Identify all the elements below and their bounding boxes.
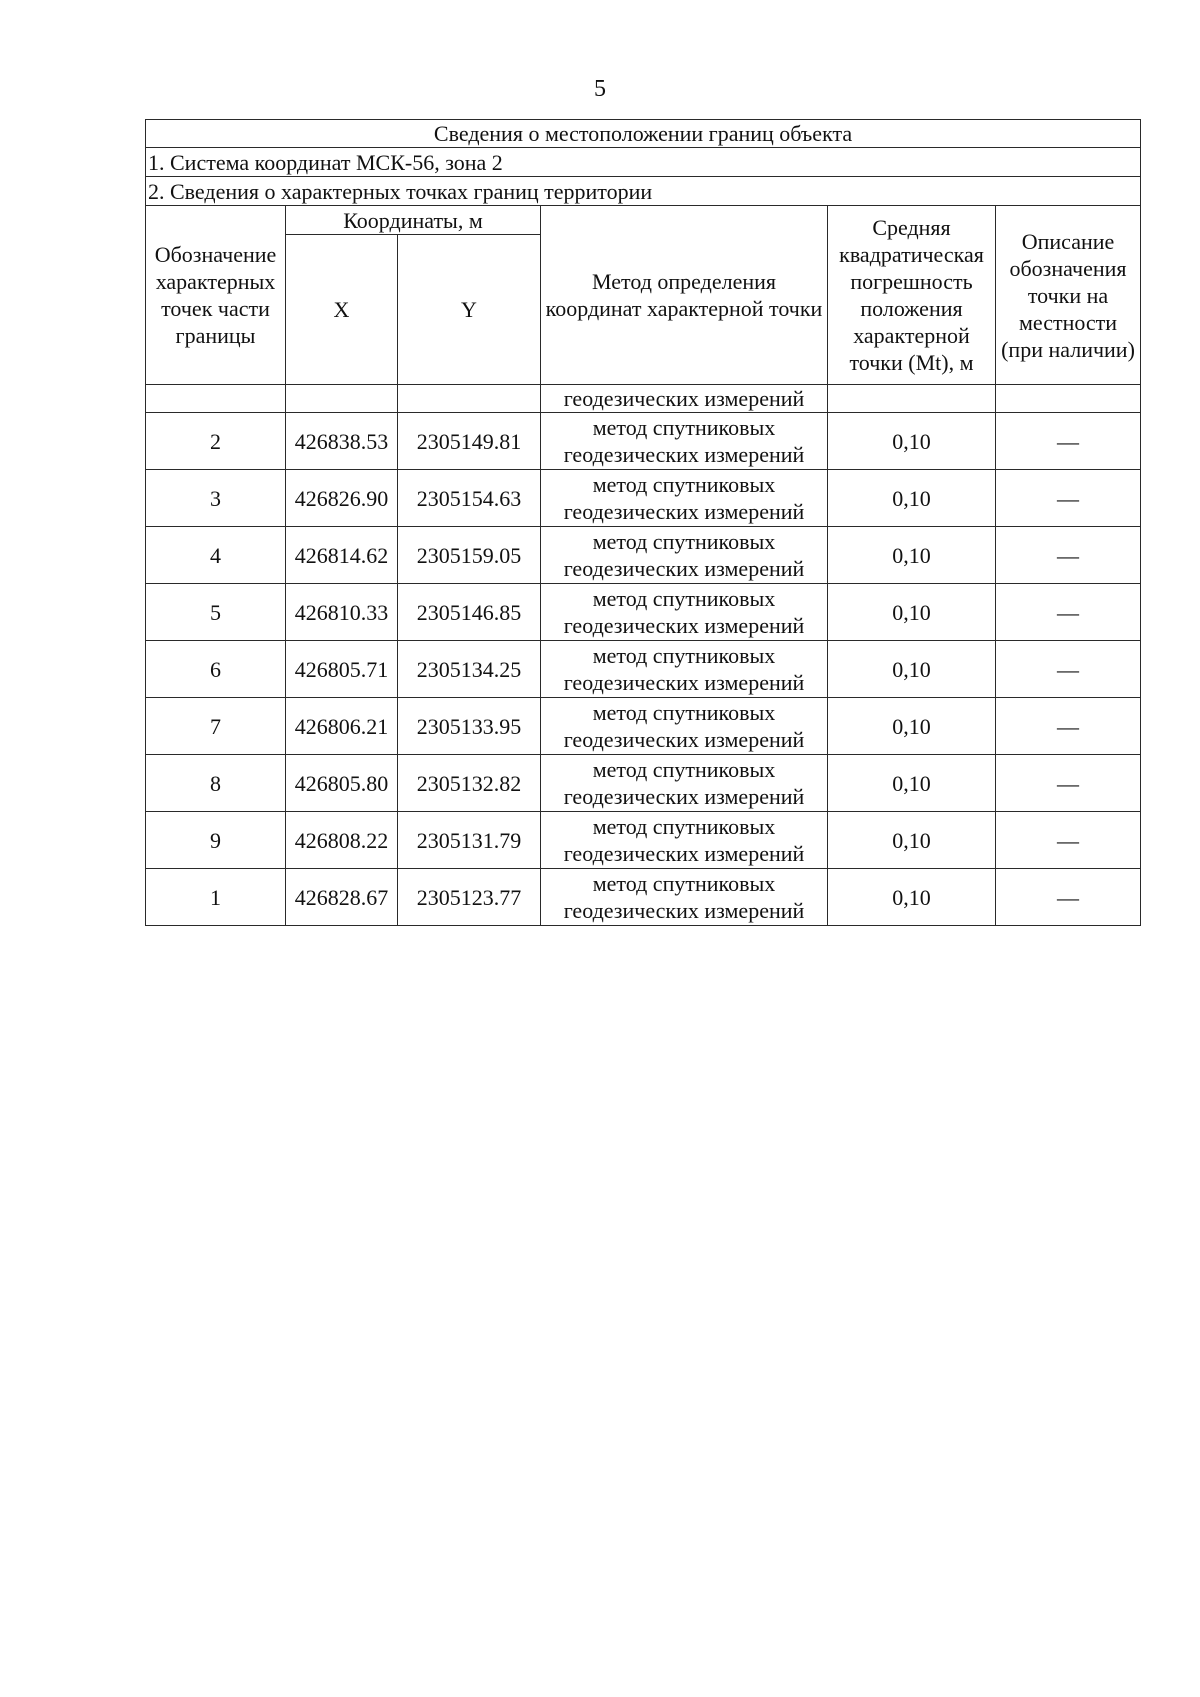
header-method: Метод определения координат характерной точки	[541, 206, 828, 385]
method: метод спутниковых геодезических измерений	[541, 755, 828, 812]
boundary-table-container	[145, 119, 1140, 926]
page-number: 5	[594, 76, 606, 102]
table-title-row	[146, 120, 1141, 148]
header-designation: Обозначение характерных точек части границы	[146, 206, 286, 385]
coord-x: 426814.62	[286, 527, 398, 584]
section-title: 2. Сведения о характерных точках границ территории	[146, 177, 1141, 206]
method: метод спутниковых геодезических измерений	[541, 641, 828, 698]
point-number: 9	[146, 812, 286, 869]
table-row	[146, 641, 1141, 698]
header-error: Средняя квадратическая погрешность положения характерной точки (Mt), м	[828, 206, 996, 385]
mean-error: 0,10	[828, 527, 996, 584]
point-number: 2	[146, 413, 286, 470]
method: метод спутниковых геодезических измерений	[541, 413, 828, 470]
coord-y: 2305134.25	[398, 641, 541, 698]
point-number: 3	[146, 470, 286, 527]
point-description: —	[996, 584, 1141, 641]
method: метод спутниковых геодезических измерений	[541, 869, 828, 926]
method: метод спутниковых геодезических измерений	[541, 470, 828, 527]
header-x: X	[286, 235, 398, 385]
continuation-description	[996, 385, 1141, 413]
method: метод спутниковых геодезических измерений	[541, 584, 828, 641]
continuation-x	[286, 385, 398, 413]
continuation-error	[828, 385, 996, 413]
continuation-method: геодезических измерений	[541, 385, 828, 413]
table-row	[146, 413, 1141, 470]
mean-error: 0,10	[828, 584, 996, 641]
coord-x: 426806.21	[286, 698, 398, 755]
coord-y: 2305146.85	[398, 584, 541, 641]
point-description: —	[996, 755, 1141, 812]
table-row	[146, 698, 1141, 755]
header-row-1	[146, 206, 1141, 235]
method: метод спутниковых геодезических измерений	[541, 527, 828, 584]
coord-x: 426810.33	[286, 584, 398, 641]
section-title-row	[146, 177, 1141, 206]
table-row	[146, 584, 1141, 641]
boundary-points-table	[145, 119, 1141, 926]
point-description: —	[996, 413, 1141, 470]
mean-error: 0,10	[828, 413, 996, 470]
continuation-row	[146, 385, 1141, 413]
coord-y: 2305149.81	[398, 413, 541, 470]
mean-error: 0,10	[828, 755, 996, 812]
method: метод спутниковых геодезических измерений	[541, 698, 828, 755]
coordinate-system: 1. Система координат МСК-56, зона 2	[146, 148, 1141, 177]
coord-x: 426838.53	[286, 413, 398, 470]
coord-y: 2305133.95	[398, 698, 541, 755]
point-number: 1	[146, 869, 286, 926]
coord-x: 426805.80	[286, 755, 398, 812]
mean-error: 0,10	[828, 869, 996, 926]
continuation-point	[146, 385, 286, 413]
continuation-y	[398, 385, 541, 413]
point-number: 6	[146, 641, 286, 698]
coord-y: 2305123.77	[398, 869, 541, 926]
coord-y: 2305132.82	[398, 755, 541, 812]
point-number: 5	[146, 584, 286, 641]
coord-y: 2305159.05	[398, 527, 541, 584]
coord-x: 426828.67	[286, 869, 398, 926]
point-description: —	[996, 869, 1141, 926]
point-description: —	[996, 812, 1141, 869]
mean-error: 0,10	[828, 641, 996, 698]
coord-x: 426808.22	[286, 812, 398, 869]
method: метод спутниковых геодезических измерений	[541, 812, 828, 869]
coord-x: 426805.71	[286, 641, 398, 698]
point-number: 7	[146, 698, 286, 755]
point-number: 4	[146, 527, 286, 584]
point-number: 8	[146, 755, 286, 812]
point-description: —	[996, 527, 1141, 584]
header-description: Описание обозначения точки на местности (при наличии)	[996, 206, 1141, 385]
mean-error: 0,10	[828, 812, 996, 869]
table-row	[146, 869, 1141, 926]
coord-x: 426826.90	[286, 470, 398, 527]
mean-error: 0,10	[828, 470, 996, 527]
table-row	[146, 470, 1141, 527]
point-description: —	[996, 641, 1141, 698]
coord-y: 2305154.63	[398, 470, 541, 527]
table-title: Сведения о местоположении границ объекта	[146, 120, 1141, 148]
coord-y: 2305131.79	[398, 812, 541, 869]
table-row	[146, 527, 1141, 584]
table-row	[146, 755, 1141, 812]
table-row	[146, 812, 1141, 869]
point-description: —	[996, 698, 1141, 755]
point-description: —	[996, 470, 1141, 527]
mean-error: 0,10	[828, 698, 996, 755]
coordinate-system-row	[146, 148, 1141, 177]
header-y: Y	[398, 235, 541, 385]
header-coordinates: Координаты, м	[286, 206, 541, 235]
